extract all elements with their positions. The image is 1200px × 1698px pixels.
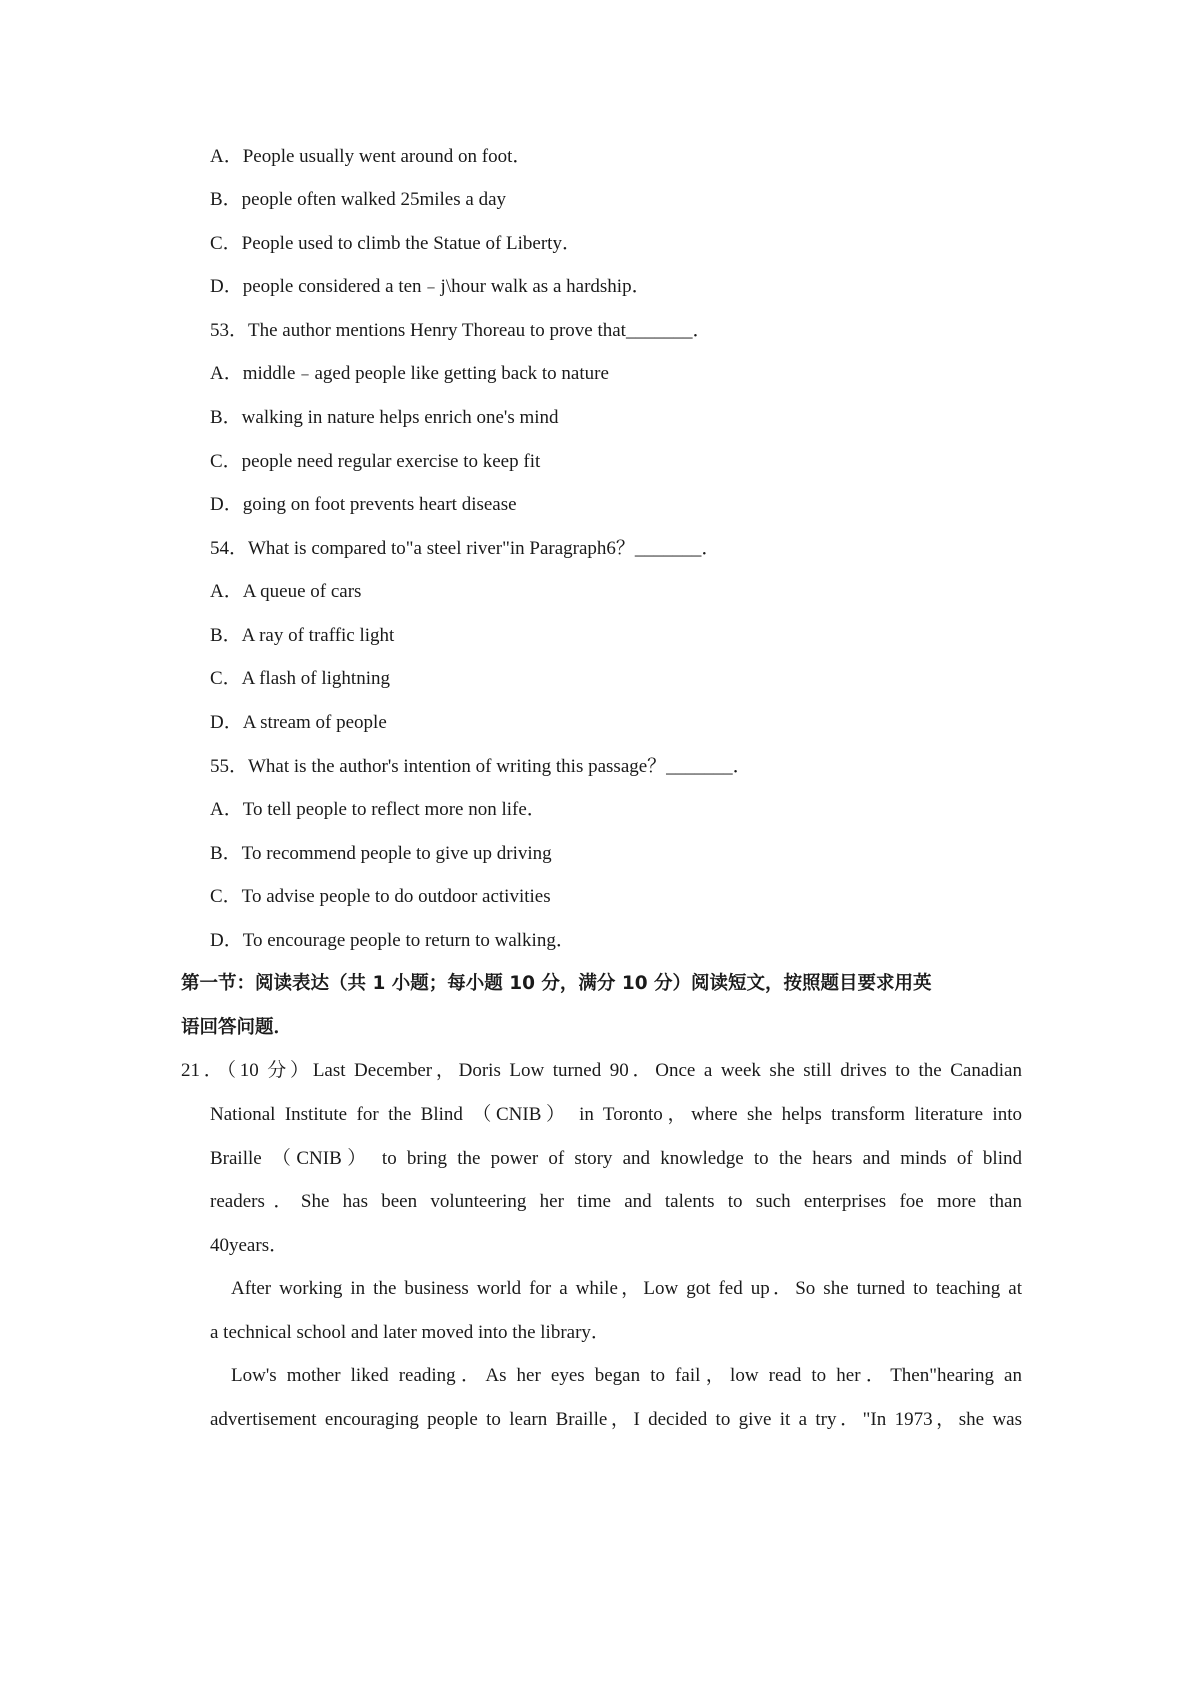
q55-option-c: C．To advise people to do outdoor activities xyxy=(210,886,551,907)
q52-option-d: D．people considered a ten﹣j\hour walk as a hardship． xyxy=(210,276,651,297)
q21-paragraph-2-line-2: a technical school and later moved into the library． xyxy=(210,1322,610,1343)
q55-option-a: A．To tell people to reflect more non life． xyxy=(210,799,546,820)
q54-option-d: D．A stream of people xyxy=(210,712,387,733)
q53-stem: 53．The author mentions Henry Thoreau to prove that_______． xyxy=(210,320,712,341)
q53-option-b: B．walking in nature helps enrich one's mind xyxy=(210,407,559,428)
q52-option-c: C．People used to climb the Statue of Liberty． xyxy=(210,233,581,254)
section-heading-line-2: 语回答问题． xyxy=(181,1017,293,1038)
q54-option-a: A．A queue of cars xyxy=(210,581,362,602)
q21-line-3: Braille （CNIB） to bring the power of story and knowledge to the hears and minds of blind xyxy=(210,1148,1022,1169)
q21-paragraph-3-line-2: advertisement encouraging people to learn Braille，I decided to give it a try．"In 1973，she was xyxy=(210,1409,1022,1430)
q52-option-b: B．people often walked 25miles a day xyxy=(210,189,507,210)
q54-option-b: B．A ray of traffic light xyxy=(210,625,395,646)
section-heading-line-1: 第一节：阅读表达（共 1 小题；每小题 10 分，满分 10 分）阅读短文，按照题目要求用英 xyxy=(181,973,932,994)
q52-option-a: A．People usually went around on foot． xyxy=(210,146,532,167)
q53-option-d: D．going on foot prevents heart disease xyxy=(210,494,517,515)
q21-paragraph-2-line-1: After working in the business world for a while，Low got fed up．So she turned to teaching at xyxy=(231,1278,1022,1299)
q21-line-4: readers．She has been volunteering her time and talents to such enterprises foe more than xyxy=(210,1191,1022,1212)
q54-stem: 54．What is compared to"a steel river"in Paragraph6？_______． xyxy=(210,538,721,559)
q55-option-d: D．To encourage people to return to walking． xyxy=(210,930,575,951)
q21-line-2: National Institute for the Blind （CNIB） in Toronto，where she helps transform literature into xyxy=(210,1104,1022,1125)
q54-option-c: C．A flash of lightning xyxy=(210,668,390,689)
q21-line-5: 40years． xyxy=(210,1235,289,1256)
q53-option-c: C．people need regular exercise to keep fit xyxy=(210,451,541,472)
q21-paragraph-3-line-1: Low's mother liked reading．As her eyes began to fail，low read to her．Then"hearing an xyxy=(231,1365,1022,1386)
q53-option-a: A．middle﹣aged people like getting back to nature xyxy=(210,363,609,384)
q55-stem: 55．What is the author's intention of writing this passage？_______． xyxy=(210,756,752,777)
q55-option-b: B．To recommend people to give up driving xyxy=(210,843,552,864)
q21-line-1: 21．（10 分）Last December，Doris Low turned 90．Once a week she still drives to the Canadian xyxy=(181,1060,1022,1081)
